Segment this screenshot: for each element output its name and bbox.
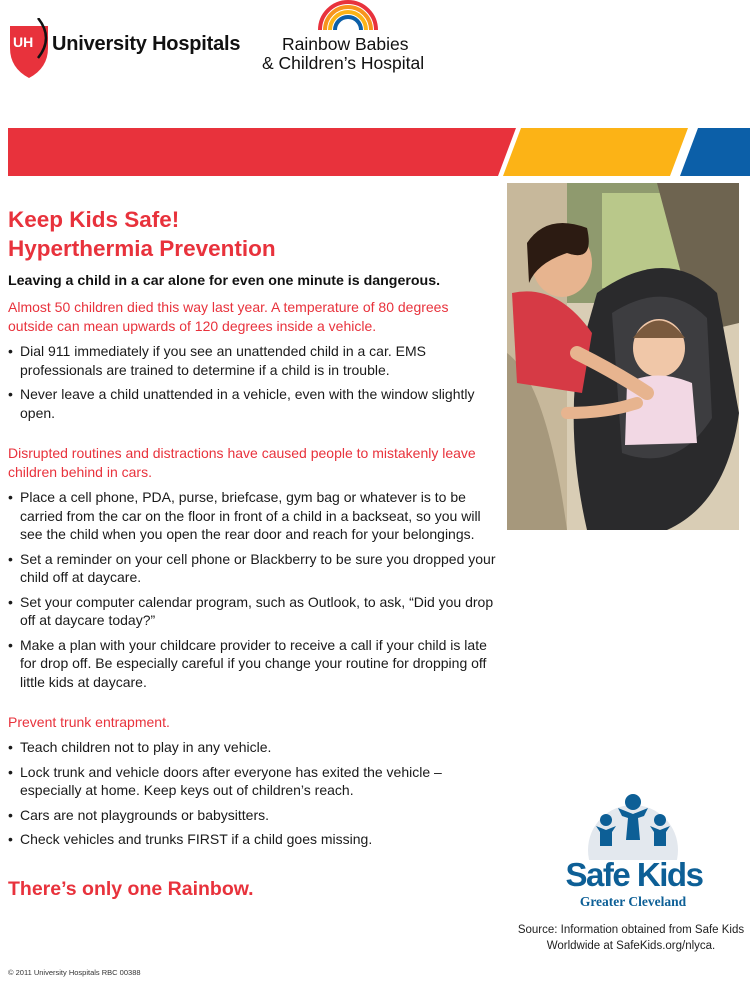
section2-heading: Disrupted routines and distractions have caused people to mistakenly leave children behind in cars. [8, 445, 476, 480]
list-item: • Place a cell phone, PDA, purse, briefcase, gym bag or whatever is to be carried from the car on the floor in front of a child in a backseat, so you will see the child when you open the rear door and reach for your belongings. [8, 488, 496, 544]
uh-name: University Hospitals [52, 33, 241, 55]
tagline: There’s only one Rainbow. [8, 877, 254, 900]
list-item: • Make a plan with your childcare provider to receive a call if your child is late for drop off. Be especially careful if you change your routine for dropping off little kids at daycare. [8, 636, 496, 692]
list-item: • Never leave a child unattended in a vehicle, even with the window slightly open. [8, 385, 496, 422]
rainbow-icon [316, 0, 380, 32]
university-hospitals-logo [8, 18, 248, 80]
uh-shield-icon [8, 18, 50, 80]
section1-list [8, 342, 496, 422]
color-band [8, 128, 750, 176]
list-item: • Dial 911 immediately if you see an unattended child in a car. EMS professionals are trained to determine if a child is in trouble. [8, 342, 496, 379]
rainbow-name-line1: Rainbow Babies [282, 34, 409, 54]
safe-kids-chapter: Greater Cleveland [579, 894, 687, 909]
title-line-1: Keep Kids Safe! [8, 207, 180, 232]
list-item: • Set a reminder on your cell phone or Blackberry to be sure you dropped your child off at daycare. [8, 550, 496, 587]
globe-kids-icon [578, 790, 688, 860]
lead-statement: Leaving a child in a car alone for even one minute is dangerous. [8, 273, 441, 289]
title-line-2: Hyperthermia Prevention [8, 236, 276, 261]
intro-paragraph: Almost 50 children died this way last year. A temperature of 80 degrees outside can mean upwards of 120 degrees inside a vehicle. [8, 299, 449, 334]
source-note: Source: Information obtained from Safe Kids Worldwide at SafeKids.org/nlyca. [517, 924, 745, 952]
list-item: • Lock trunk and vehicle doors after everyone has exited the vehicle – especially at home. Keep keys out of children’s reach. [8, 763, 496, 800]
section3-heading: Prevent trunk entrapment. [8, 714, 170, 730]
list-item: • Set your computer calendar program, such as Outlook, to ask, “Did you drop off at daycare today?” [8, 593, 496, 630]
copyright-footer: © 2011 University Hospitals RBC 00388 [8, 968, 141, 977]
safe-kids-name: Safe Kids [565, 856, 703, 893]
section3-list [8, 738, 496, 849]
rainbow-name-line2: & Children’s Hospital [262, 53, 425, 73]
list-item: • Teach children not to play in any vehicle. [8, 738, 496, 757]
list-item: • Cars are not playgrounds or babysitters. [8, 806, 496, 825]
main-content [8, 205, 496, 901]
car-seat-photo [507, 183, 739, 530]
list-item: • Check vehicles and trunks FIRST if a child goes missing. [8, 830, 496, 849]
uh-mark: UH [13, 34, 34, 50]
safe-kids-logo [548, 790, 718, 915]
rainbow-babies-logo [258, 0, 458, 80]
section2-list [8, 488, 496, 691]
